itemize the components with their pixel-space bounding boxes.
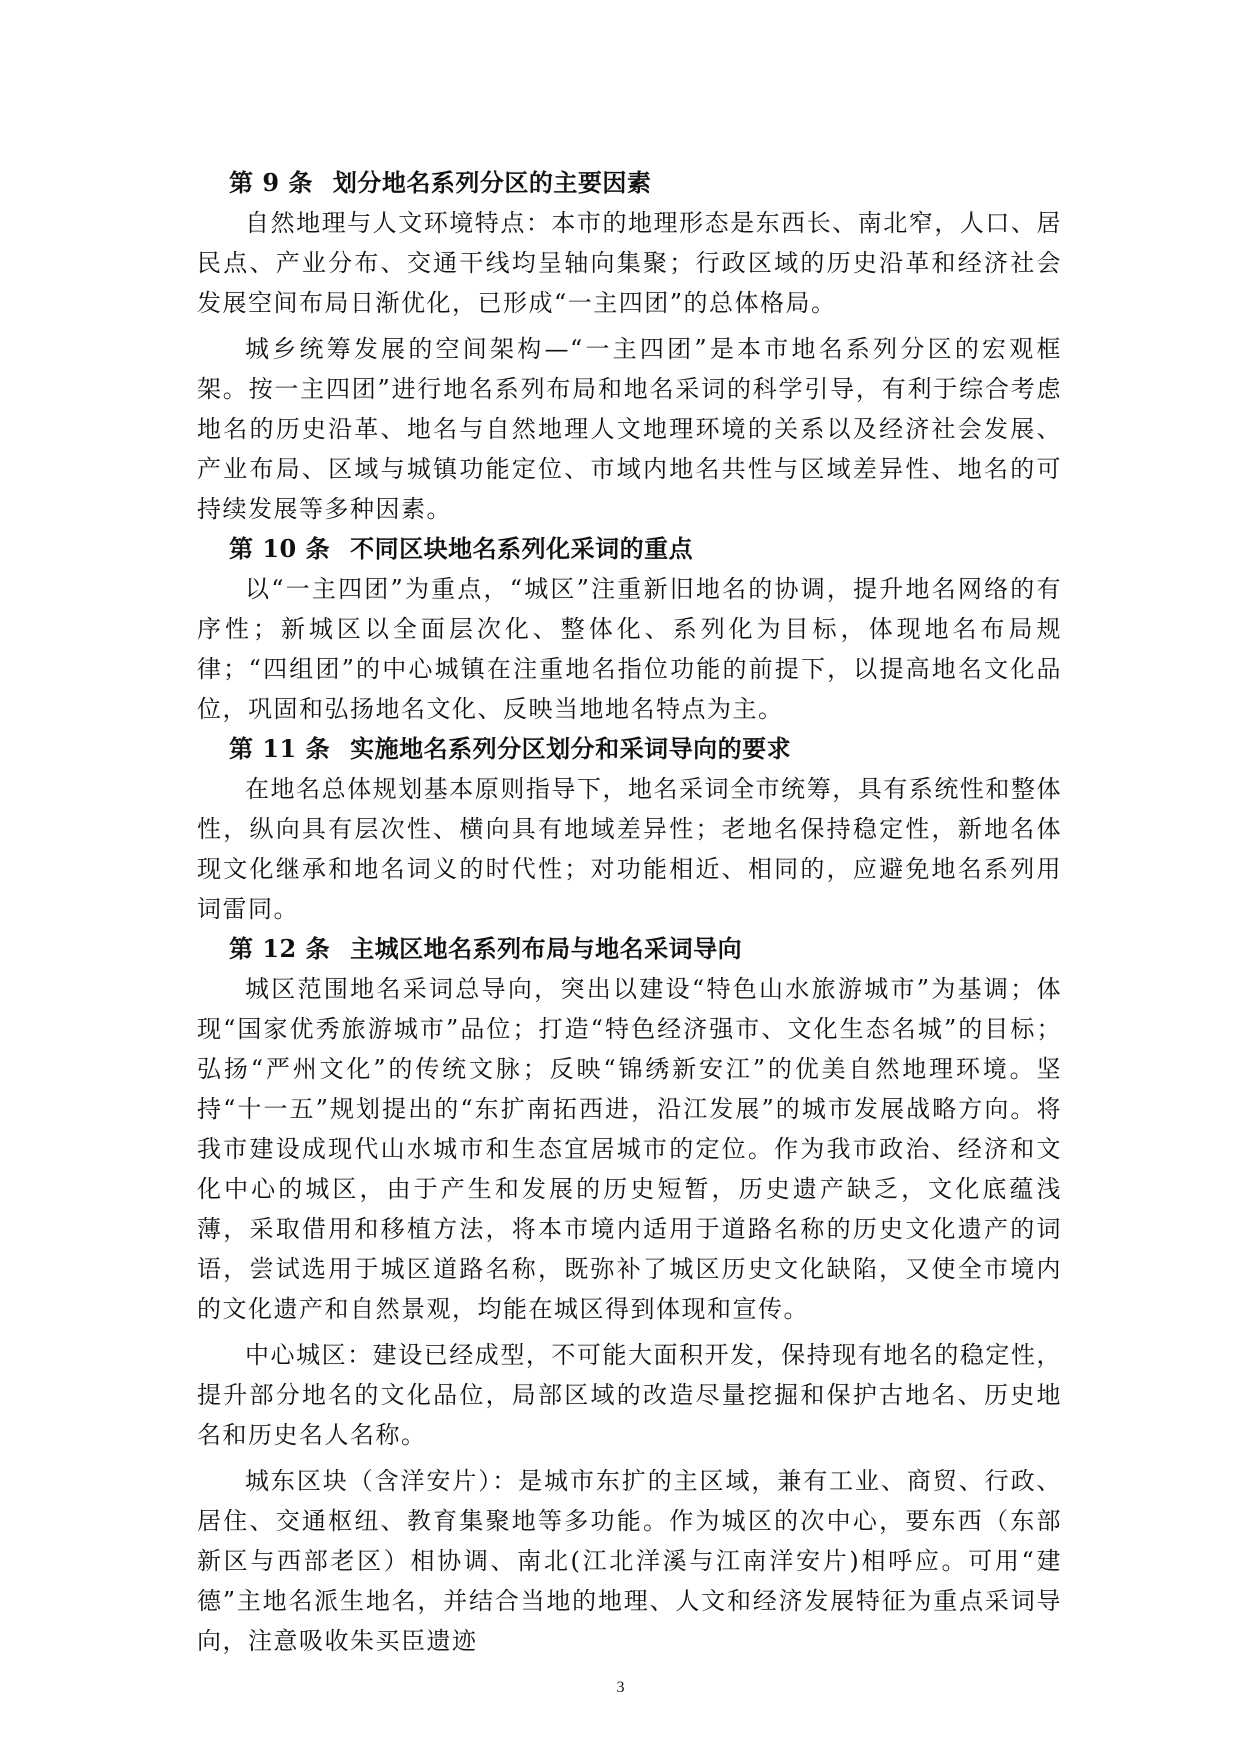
- article-title: 不同区块地名系列化采词的重点: [350, 534, 694, 563]
- article-number: 第 10 条: [229, 534, 331, 563]
- paragraph: 中心城区：建设已经成型，不可能大面积开发，保持现有地名的稳定性，提升部分地名的文化品位，局部区域的改造尽量挖掘和保护古地名、历史地名和历史名人名称。: [197, 1341, 1062, 1449]
- article-heading: [197, 529, 1062, 569]
- article-heading: [197, 929, 1062, 969]
- article-number: 第 11 条: [229, 734, 331, 763]
- article-title: 划分地名系列分区的主要因素: [332, 168, 652, 197]
- article-title: 实施地名系列分区划分和采词导向的要求: [350, 734, 792, 763]
- article-number: 第 9 条: [229, 168, 313, 197]
- paragraph: 以“一主四团”为重点，“城区”注重新旧地名的协调，提升地名网络的有序性；新城区以全面层次化、整体化、系列化为目标，体现地名布局规律；“四组团”的中心城镇在注重地名指位功能的前提下，以提高地名文化品位，巩固和弘扬地名文化、反映当地地名特点为主。: [197, 575, 1062, 723]
- paragraph: 城东区块（含洋安片）：是城市东扩的主区域，兼有工业、商贸、行政、居住、交通枢纽、教育集聚地等多功能。作为城区的次中心，要东西（东部新区与西部老区）相协调、南北(江北洋溪与江南洋安片)相呼应。可用“建德”主地名派生地名，并结合当地的地理、人文和经济发展特征为重点采词导向，注意吸收朱买臣遗迹: [197, 1467, 1062, 1655]
- article-title: 主城区地名系列布局与地名采词导向: [350, 934, 743, 963]
- paragraph: 城乡统筹发展的空间架构—“一主四团”是本市地名系列分区的宏观框架。按一主四团”进行地名系列布局和地名采词的科学引导，有利于综合考虑地名的历史沿革、地名与自然地理人文地理环境的关系以及经济社会发展、产业布局、区域与城镇功能定位、市域内地名共性与区域差异性、地名的可持续发展等多种因素。: [197, 335, 1062, 523]
- paragraph: 自然地理与人文环境特点：本市的地理形态是东西长、南北窄，人口、居民点、产业分布、交通干线均呈轴向集聚；行政区域的历史沿革和经济社会发展空间布局日渐优化，已形成“一主四团”的总体格局。: [197, 209, 1062, 317]
- article-heading: [197, 729, 1062, 769]
- article-number: 第 12 条: [229, 934, 331, 963]
- page-number: 3: [616, 1679, 625, 1696]
- article-heading: [197, 163, 1062, 203]
- paragraph: 城区范围地名采词总导向，突出以建设“特色山水旅游城市”为基调；体现“国家优秀旅游城市”品位；打造“特色经济强市、文化生态名城”的目标；弘扬“严州文化”的传统文脉；反映“锦绣新安江”的优美自然地理环境。坚持“十一五”规划提出的“东扩南拓西进，沿江发展”的城市发展战略方向。将我市建设成现代山水城市和生态宜居城市的定位。作为我市政治、经济和文化中心的城区，由于产生和发展的历史短暂，历史遗产缺乏，文化底蕴浅薄，采取借用和移植方法，将本市境内适用于道路名称的历史文化遗产的词语，尝试选用于城区道路名称，既弥补了城区历史文化缺陷，又使全市境内的文化遗产和自然景观，均能在城区得到体现和宣传。: [197, 975, 1062, 1323]
- paragraph: 在地名总体规划基本原则指导下，地名采词全市统筹，具有系统性和整体性，纵向具有层次性、横向具有地域差异性；老地名保持稳定性，新地名体现文化继承和地名词义的时代性；对功能相近、相同的，应避免地名系列用词雷同。: [197, 775, 1062, 923]
- document-body: [197, 163, 1062, 1661]
